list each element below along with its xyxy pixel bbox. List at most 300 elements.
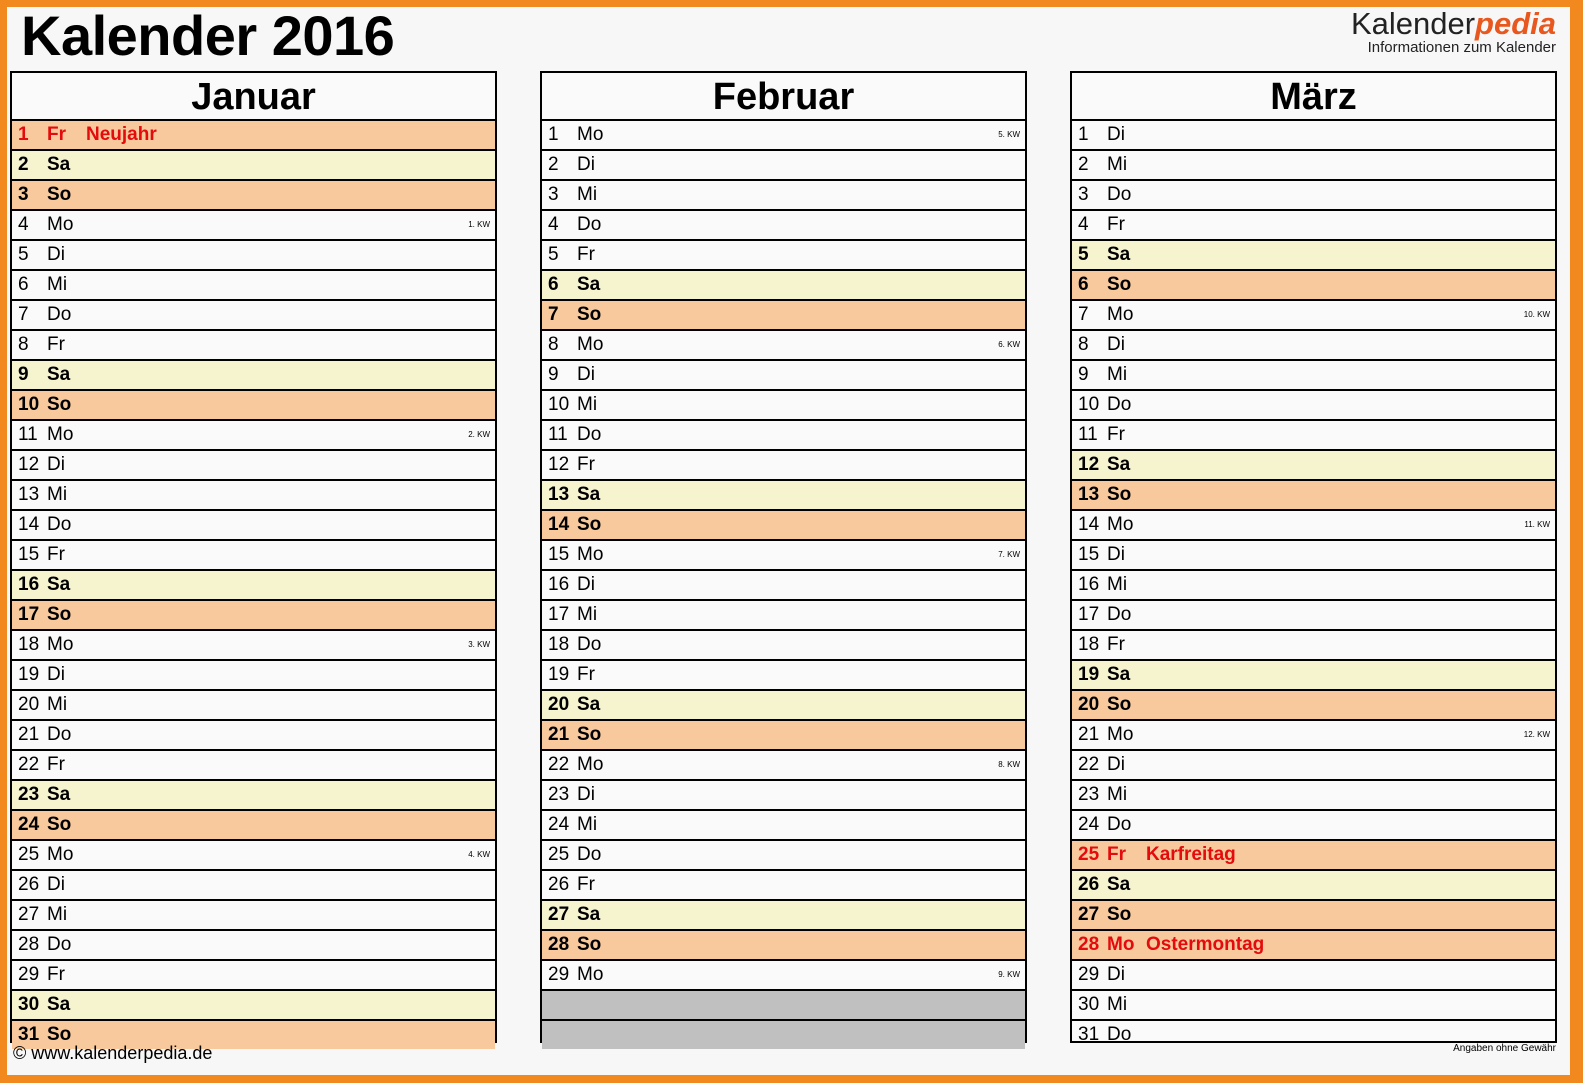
day-row [12,601,495,631]
calendar-week-label: 7. KW [998,550,1020,559]
weekday-label: Do [1107,814,1132,835]
day-row [542,601,1025,631]
month-title: März [1072,73,1555,121]
day-row [542,361,1025,391]
weekday-label: So [1107,274,1132,295]
day-number: 17 [548,604,570,625]
day-row [1072,331,1555,361]
day-row [1072,811,1555,841]
day-row [1072,901,1555,931]
day-row [542,391,1025,421]
weekday-label: Do [577,844,602,865]
weekday-label: Mi [47,274,68,295]
brand-name [1351,7,1556,41]
weekday-label: So [577,304,602,325]
day-number: 3 [18,184,29,205]
day-number: 10 [548,394,570,415]
day-row [12,121,495,151]
day-row [12,841,495,871]
weekday-label: Sa [577,694,601,715]
weekday-label: Di [577,784,595,805]
day-number: 22 [18,754,40,775]
weekday-label: Sa [47,574,71,595]
day-number: 29 [548,964,570,985]
day-number: 31 [1078,1024,1100,1045]
day-number: 21 [548,724,570,745]
day-row [12,451,495,481]
day-number: 24 [1078,814,1100,835]
day-number: 25 [1078,844,1100,865]
day-row [542,781,1025,811]
weekday-label: Mo [47,844,74,865]
day-number: 12 [548,454,570,475]
day-number: 16 [18,574,40,595]
day-number: 12 [1078,454,1100,475]
weekday-label: Sa [1107,664,1131,685]
day-number: 27 [548,904,570,925]
day-number: 2 [18,154,29,175]
day-row [12,571,495,601]
day-number: 28 [1078,934,1100,955]
weekday-label: Do [577,424,602,445]
day-number: 14 [18,514,40,535]
day-number: 15 [548,544,570,565]
calendar-week-label: 9. KW [998,970,1020,979]
day-number: 20 [548,694,570,715]
day-row [1072,961,1555,991]
day-number: 26 [1078,874,1100,895]
weekday-label: Di [577,364,595,385]
day-number: 8 [1078,334,1089,355]
calendar-week-label: 5. KW [998,130,1020,139]
day-number: 24 [548,814,570,835]
day-number: 1 [1078,124,1089,145]
day-row [1072,301,1555,331]
day-number: 22 [548,754,570,775]
day-row [542,691,1025,721]
month-column-0 [10,71,497,1043]
day-row [12,271,495,301]
weekday-label: So [1107,904,1132,925]
day-number: 31 [18,1024,40,1045]
day-row [12,721,495,751]
weekday-label: So [47,814,72,835]
day-number: 26 [18,874,40,895]
weekday-label: Do [1107,394,1132,415]
day-row [12,661,495,691]
weekday-label: Do [1107,184,1132,205]
weekday-label: So [1107,484,1132,505]
weekday-label: Sa [1107,244,1131,265]
weekday-label: Mi [47,694,68,715]
day-number: 3 [1078,184,1089,205]
weekday-label: Fr [577,874,595,895]
weekday-label: Fr [47,124,66,145]
day-row [1072,211,1555,241]
day-number: 2 [1078,154,1089,175]
weekday-label: Mo [577,964,604,985]
weekday-label: So [47,394,72,415]
weekday-label: Sa [47,154,71,175]
day-row [1072,631,1555,661]
weekday-label: Do [1107,604,1132,625]
weekday-label: Do [577,214,602,235]
calendar-week-label: 1. KW [468,220,490,229]
day-number: 26 [548,874,570,895]
day-number: 20 [18,694,40,715]
weekday-label: Di [1107,544,1125,565]
weekday-label: So [47,604,72,625]
weekday-label: Mi [1107,994,1128,1015]
weekday-label: Sa [577,484,601,505]
weekday-label: Sa [1107,454,1131,475]
weekday-label: Mo [1107,304,1134,325]
day-row [542,661,1025,691]
day-number: 13 [1078,484,1100,505]
day-row [12,961,495,991]
day-number: 5 [1078,244,1089,265]
day-row [12,241,495,271]
day-row [542,961,1025,991]
calendar-week-label: 10. KW [1523,310,1550,319]
holiday-label: Ostermontag [1146,934,1265,955]
weekday-label: Sa [1107,874,1131,895]
day-number: 14 [1078,514,1100,535]
day-row [12,301,495,331]
day-row [542,931,1025,961]
weekday-label: Di [1107,124,1125,145]
day-list [1072,121,1555,1049]
weekday-label: Mo [1107,724,1134,745]
day-number: 27 [1078,904,1100,925]
day-number: 7 [18,304,29,325]
day-row [542,811,1025,841]
day-number: 6 [18,274,29,295]
day-number: 23 [18,784,40,805]
day-list [542,121,1025,1049]
day-row [12,811,495,841]
weekday-label: Mi [1107,574,1128,595]
day-row [1072,931,1555,961]
calendar-week-label: 8. KW [998,760,1020,769]
weekday-label: Di [47,244,65,265]
day-number: 6 [1078,274,1089,295]
brand-name-accent: pedia [1475,6,1556,41]
day-number: 1 [548,124,559,145]
weekday-label: Mo [47,634,74,655]
holiday-label: Neujahr [86,124,157,145]
day-row [12,211,495,241]
day-row [1072,751,1555,781]
day-row [12,871,495,901]
day-row [1072,871,1555,901]
weekday-label: Mo [577,754,604,775]
weekday-label: Fr [577,664,595,685]
page-title: Kalender 2016 [21,4,395,67]
month-column-1 [540,71,1027,1043]
day-row [12,541,495,571]
holiday-label: Karfreitag [1146,844,1236,865]
day-number: 14 [548,514,570,535]
day-number: 15 [18,544,40,565]
day-number: 30 [1078,994,1100,1015]
day-row [1072,571,1555,601]
day-row [12,751,495,781]
day-row [542,181,1025,211]
day-row [542,211,1025,241]
day-row [12,361,495,391]
day-row [542,571,1025,601]
weekday-label: Di [1107,334,1125,355]
weekday-label: Mi [577,604,598,625]
day-number: 5 [18,244,29,265]
day-number: 11 [548,424,568,445]
day-number: 19 [548,664,570,685]
weekday-label: Di [47,454,65,475]
day-row [12,331,495,361]
weekday-label: Sa [577,274,601,295]
day-row [1072,841,1555,871]
day-row [1072,991,1555,1021]
day-row [12,151,495,181]
day-row [1072,361,1555,391]
day-row [542,241,1025,271]
day-row [1072,481,1555,511]
calendar-week-label: 3. KW [468,640,490,649]
weekday-label: Sa [47,364,71,385]
day-row [12,691,495,721]
day-row [542,541,1025,571]
day-number: 4 [1078,214,1089,235]
weekday-label: Sa [577,904,601,925]
weekday-label: Fr [577,244,595,265]
day-row [1072,601,1555,631]
weekday-label: Fr [1107,214,1125,235]
day-row [1072,151,1555,181]
weekday-label: Do [47,304,72,325]
day-number: 28 [548,934,570,955]
day-number: 10 [18,394,40,415]
calendar-week-label: 12. KW [1523,730,1550,739]
weekday-label: Fr [47,544,65,565]
day-row [12,181,495,211]
day-number: 4 [18,214,29,235]
calendar-week-label: 4. KW [468,850,490,859]
weekday-label: Mi [1107,154,1128,175]
weekday-label: Mo [47,424,74,445]
day-number: 11 [18,424,38,445]
weekday-label: So [577,514,602,535]
weekday-label: Mi [47,904,68,925]
day-number: 29 [18,964,40,985]
weekday-label: Di [577,574,595,595]
footer-copyright: © www.kalenderpedia.de [13,1043,213,1063]
day-number: 8 [548,334,559,355]
day-row [542,481,1025,511]
weekday-label: Sa [47,994,71,1015]
day-row [542,721,1025,751]
day-number: 20 [1078,694,1100,715]
day-number: 22 [1078,754,1100,775]
footer-disclaimer: Angaben ohne Gewähr [1453,1043,1556,1054]
day-row [12,931,495,961]
day-number: 25 [548,844,570,865]
day-row [1072,721,1555,751]
day-number: 7 [548,304,559,325]
day-number: 23 [548,784,570,805]
brand-logo [1351,7,1556,56]
weekday-label: Fr [1107,844,1126,865]
day-row [542,841,1025,871]
day-row [1072,511,1555,541]
weekday-label: Fr [47,964,65,985]
day-number: 3 [548,184,559,205]
day-row [12,391,495,421]
weekday-label: So [577,934,602,955]
brand-name-main: Kalender [1350,6,1476,41]
day-row [1072,421,1555,451]
day-number: 18 [18,634,40,655]
day-row [12,991,495,1021]
calendar-week-label: 6. KW [998,340,1020,349]
day-row [1072,661,1555,691]
day-row [12,481,495,511]
day-number: 25 [18,844,40,865]
day-number: 13 [18,484,40,505]
day-number: 2 [548,154,559,175]
day-number: 29 [1078,964,1100,985]
weekday-label: Mi [577,394,598,415]
day-row [542,121,1025,151]
day-number: 16 [1078,574,1100,595]
weekday-label: Fr [1107,424,1125,445]
calendar-page [7,4,1570,1075]
day-row [542,301,1025,331]
weekday-label: Di [1107,964,1125,985]
day-row [1072,781,1555,811]
day-row [1072,391,1555,421]
calendar-week-label: 11. KW [1524,520,1550,529]
weekday-label: Mo [47,214,74,235]
day-number: 4 [548,214,559,235]
day-number: 9 [548,364,559,385]
day-row [542,901,1025,931]
day-number: 19 [1078,664,1100,685]
weekday-label: Mi [1107,364,1128,385]
day-number: 6 [548,274,559,295]
day-row [12,901,495,931]
month-column-2 [1070,71,1557,1043]
weekday-label: Do [1107,1024,1132,1045]
weekday-label: Fr [47,754,65,775]
day-row [542,331,1025,361]
weekday-label: Mo [1107,934,1135,955]
day-number: 24 [18,814,40,835]
day-number: 16 [548,574,570,595]
day-number: 19 [18,664,40,685]
day-number: 17 [1078,604,1100,625]
day-number: 30 [18,994,40,1015]
weekday-label: Mo [577,124,604,145]
weekday-label: Mi [577,184,598,205]
day-row [542,871,1025,901]
day-number: 1 [18,124,29,145]
empty-day-row [542,1021,1025,1049]
day-row [1072,121,1555,151]
weekday-label: Do [577,634,602,655]
weekday-label: Do [47,514,72,535]
weekday-label: Do [47,724,72,745]
day-row [12,781,495,811]
weekday-label: So [47,184,72,205]
weekday-label: Di [1107,754,1125,775]
calendar-week-label: 2. KW [468,430,490,439]
day-row [542,151,1025,181]
day-number: 21 [18,724,40,745]
empty-day-row [542,991,1025,1021]
day-number: 18 [548,634,570,655]
weekday-label: Mo [577,334,604,355]
day-number: 8 [18,334,29,355]
day-row [542,271,1025,301]
weekday-label: So [577,724,602,745]
day-number: 11 [1078,424,1098,445]
day-row [542,451,1025,481]
day-row [542,421,1025,451]
day-row [12,511,495,541]
day-number: 18 [1078,634,1100,655]
day-number: 9 [1078,364,1089,385]
weekday-label: Do [47,934,72,955]
month-title: Februar [542,73,1025,121]
day-row [1072,691,1555,721]
day-number: 17 [18,604,40,625]
weekday-label: Di [47,874,65,895]
brand-tagline: Informationen zum Kalender [1367,39,1556,56]
day-number: 13 [548,484,570,505]
day-row [1072,541,1555,571]
day-number: 7 [1078,304,1089,325]
day-row [1072,271,1555,301]
weekday-label: Di [47,664,65,685]
weekday-label: Mi [47,484,68,505]
day-number: 12 [18,454,40,475]
day-row [12,421,495,451]
day-number: 15 [1078,544,1100,565]
day-row [1072,181,1555,211]
weekday-label: Mi [1107,784,1128,805]
day-number: 5 [548,244,559,265]
weekday-label: Mo [577,544,604,565]
day-row [542,511,1025,541]
day-row [1072,241,1555,271]
day-row [542,751,1025,781]
day-number: 10 [1078,394,1100,415]
day-number: 21 [1078,724,1100,745]
weekday-label: Mi [577,814,598,835]
day-number: 9 [18,364,29,385]
month-title: Januar [12,73,495,121]
day-row [12,631,495,661]
weekday-label: Di [577,154,595,175]
weekday-label: Sa [47,784,71,805]
weekday-label: Fr [1107,634,1125,655]
weekday-label: So [1107,694,1132,715]
weekday-label: Fr [47,334,65,355]
day-row [542,631,1025,661]
weekday-label: Mo [1107,514,1134,535]
day-number: 27 [18,904,40,925]
